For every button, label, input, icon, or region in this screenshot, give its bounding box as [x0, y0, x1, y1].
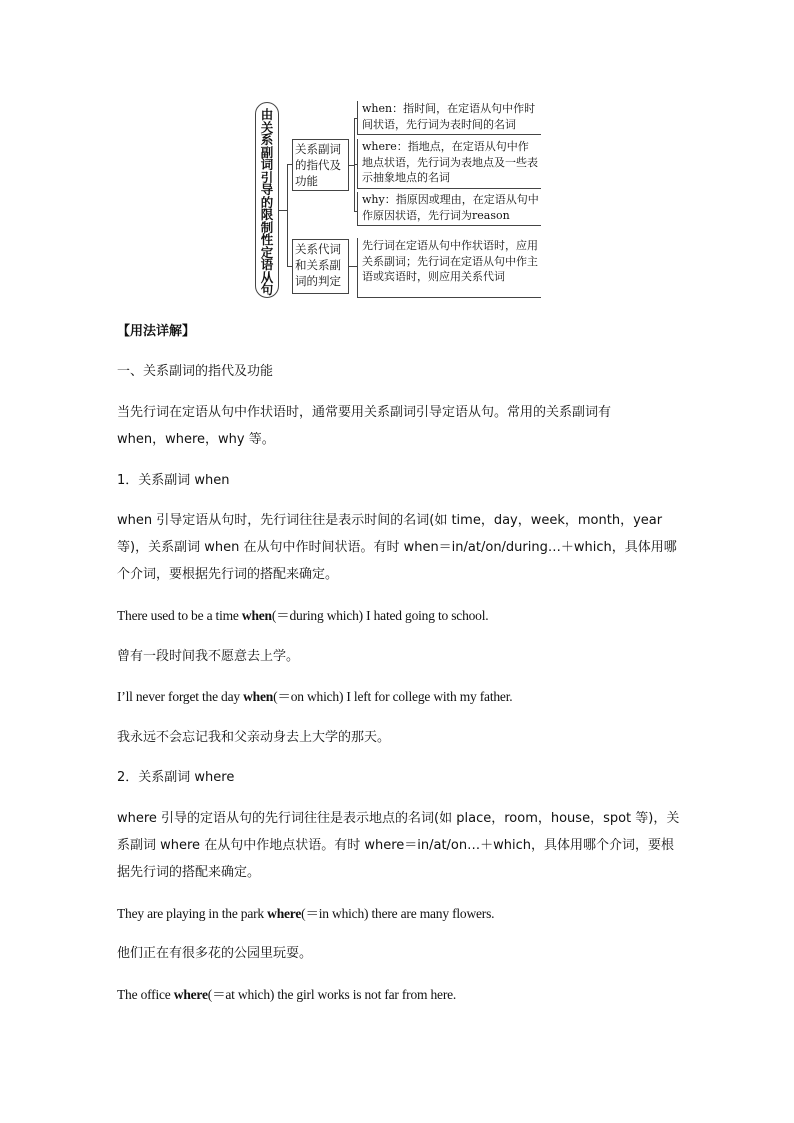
example-sentence: They are playing in the park where(＝in which) there are many flowers.: [117, 906, 495, 921]
intro-text-line: 当先行词在定语从句中作状语时，通常要用关系副词引导定语从句。常用的关系副词有: [117, 405, 612, 420]
concept-diagram: [0, 0, 794, 310]
diagram-root-label: 由 关 系 副 词 引 导 的 限 制 性 定 语 从 句: [260, 107, 274, 297]
where-desc-line: where 引导的定语从句的先行词往往是表示地点的名词(如 place，room，house，spot 等)，关: [117, 811, 680, 826]
subheading-when: 1．关系副词 when: [117, 473, 230, 488]
connector-bracket: [287, 164, 288, 266]
diagram-root-box: [255, 102, 279, 298]
keyword: where: [173, 987, 208, 1002]
example-sentence: There used to be a time when(＝during which) I hated going to school.: [117, 608, 489, 623]
example-sentence: I’ll never forget the day when(＝on which) I left for college with my father.: [117, 689, 513, 704]
keyword: when: [241, 608, 272, 623]
diagram-branch-1: [292, 139, 349, 191]
diagram-branch-1-label: 关系副词的指代及功能: [295, 142, 341, 188]
diagram-leaf-judgement: 先行词在定语从句中作状语时，应用关系副词；先行词在定语从句中作主语或宾语时，则应用关系代词: [357, 238, 541, 298]
diagram-leaf-why: why：指原因或理由，在定语从句中作原因状语，先行词为reason: [357, 192, 541, 226]
example-translation: 曾有一段时间我不愿意去上学。: [117, 649, 300, 664]
diagram-leaf-where: where：指地点，在定语从句中作地点状语，先行词为表地点及一些表示抽象地点的名词: [357, 139, 541, 189]
diagram-leaf-when: when：指时间，在定语从句中作时间状语，先行词为表时间的名词: [357, 101, 541, 135]
diagram-branch-2-label: 关系代词和关系副词的判定: [295, 242, 341, 288]
diagram-branch-2: [292, 239, 349, 294]
keyword: where: [267, 906, 302, 921]
example-sentence: The office where(＝at which) the girl works is not far from here.: [117, 987, 457, 1002]
keyword: when: [243, 689, 274, 704]
where-desc-line: 据先行词的搭配来确定。: [117, 865, 261, 880]
intro-text-line: when，where，why 等。: [117, 432, 275, 447]
section-tag: 【用法详解】: [117, 324, 196, 339]
when-desc-line: 等)，关系副词 when 在从句中作时间状语。有时 when＝in/at/on/during…＋which，具体用哪: [117, 540, 677, 555]
subheading-where: 2．关系副词 where: [117, 770, 235, 785]
example-translation: 我永远不会忘记我和父亲动身去上大学的那天。: [117, 730, 391, 745]
connector-line: [349, 266, 357, 267]
example-translation: 他们正在有很多花的公园里玩耍。: [117, 946, 313, 961]
where-desc-line: 系副词 where 在从句中作地点状语。有时 where＝in/at/on…＋which，具体用哪个介词，要根: [117, 838, 674, 853]
when-desc-line: 个介词，要根据先行词的搭配来确定。: [117, 567, 339, 582]
when-desc-line: when 引导定语从句时，先行词往往是表示时间的名词(如 time，day，week，month，year: [117, 513, 663, 528]
heading-relative-adverb-function: 一、关系副词的指代及功能: [117, 364, 274, 379]
connector-line: [279, 210, 287, 211]
